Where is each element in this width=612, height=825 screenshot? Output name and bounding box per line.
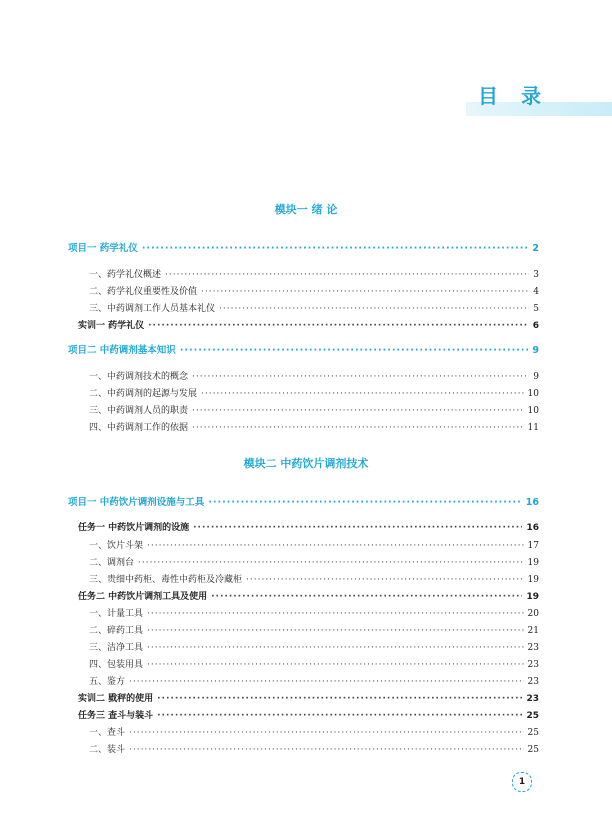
toc-entry-label: 四、中药调剂工作的依据	[89, 423, 189, 433]
toc-entry-label: 任务三 查斗与装斗	[78, 711, 154, 721]
toc-entry-label: 项目二 中药调剂基本知识	[68, 345, 176, 356]
toc-entry[interactable]	[89, 625, 539, 637]
toc-leader-dots	[201, 286, 529, 298]
toc-entry-practice[interactable]	[78, 693, 539, 705]
toc-entry-task[interactable]	[78, 710, 539, 722]
toc-entry[interactable]	[89, 727, 539, 739]
toc-entry-page: 20	[527, 609, 539, 619]
toc-entry-page: 5	[533, 304, 539, 314]
toc-leader-dots	[201, 388, 524, 400]
toc-leader-dots	[157, 710, 522, 722]
toc-leader-dots	[192, 371, 529, 383]
toc-entry-page: 2	[532, 243, 539, 254]
toc-leader-dots	[148, 320, 529, 332]
toc-entry-page: 23	[527, 660, 539, 670]
toc-entry-page: 25	[527, 745, 539, 755]
toc-leader-dots	[192, 422, 524, 434]
toc-leader-dots	[138, 557, 524, 569]
toc-entry-label: 一、药学礼仪概述	[89, 270, 162, 280]
toc-entry-label: 实训一 药学礼仪	[78, 321, 145, 331]
toc-leader-dots	[219, 303, 529, 315]
toc-entry-page: 6	[532, 321, 539, 331]
toc-leader-dots	[129, 744, 524, 756]
toc-entry-label: 三、中药调剂人员的职责	[89, 406, 189, 416]
toc-entry-label: 二、调剂台	[89, 558, 135, 568]
toc-leader-dots	[147, 642, 524, 654]
toc-entry-label: 项目一 中药饮片调剂设施与工具	[68, 497, 205, 508]
toc-entry[interactable]	[89, 642, 539, 654]
toc-entry[interactable]	[89, 744, 539, 756]
toc-entry-label: 一、查斗	[89, 728, 126, 738]
toc-entry-page: 23	[527, 643, 539, 653]
toc-entry-label: 二、装斗	[89, 745, 126, 755]
toc-entry-label: 一、中药调剂技术的概念	[89, 372, 189, 382]
toc-entry[interactable]	[89, 676, 539, 688]
toc-entry-label: 二、药学礼仪重要性及价值	[89, 287, 198, 297]
toc-entry-label: 五、鉴方	[89, 677, 126, 687]
toc-leader-dots	[129, 727, 524, 739]
toc-entry-project[interactable]	[68, 497, 539, 509]
toc-entry[interactable]	[89, 608, 539, 620]
toc-entry[interactable]	[89, 422, 539, 434]
toc-entry[interactable]	[89, 557, 539, 569]
toc-entry-page: 9	[532, 345, 539, 356]
toc-leader-dots	[165, 269, 529, 281]
toc-entry-page: 16	[525, 497, 539, 508]
module-heading: 模块二 中药饮片调剂技术	[243, 457, 369, 470]
toc-entry-page: 25	[527, 728, 539, 738]
toc-entry[interactable]	[89, 405, 539, 417]
toc-leader-dots	[147, 659, 524, 671]
toc-entry-practice[interactable]	[78, 320, 539, 332]
toc-entry-page: 21	[527, 626, 539, 636]
toc-entry-task[interactable]	[78, 591, 539, 603]
toc-entry-page: 9	[533, 372, 539, 382]
toc-entry-page: 23	[527, 677, 539, 687]
toc-entry[interactable]	[89, 388, 539, 400]
toc-entry-page: 23	[526, 694, 539, 704]
toc-entry-page: 11	[527, 423, 539, 433]
toc-entry-page: 16	[526, 523, 539, 533]
module-heading: 模块一 绪 论	[274, 203, 338, 216]
toc-entry-page: 17	[527, 541, 539, 551]
toc-leader-dots	[129, 676, 524, 688]
page-number-badge: 1	[512, 772, 532, 792]
toc-entry-label: 一、饮片斗架	[89, 541, 144, 551]
toc-entry-label: 三、洁净工具	[89, 643, 144, 653]
toc-leader-dots	[157, 693, 522, 705]
toc-entry[interactable]	[89, 269, 539, 281]
toc-leader-dots	[147, 540, 524, 552]
toc-leader-dots	[211, 591, 522, 603]
toc-entry-task[interactable]	[78, 522, 539, 534]
toc-entry-label: 项目一 药学礼仪	[68, 243, 138, 254]
toc-entry-label: 三、贵细中药柜、毒性中药柜及冷藏柜	[89, 575, 243, 585]
toc-entry-label: 四、包装用具	[89, 660, 144, 670]
toc-entry[interactable]	[89, 371, 539, 383]
toc-entry-page: 19	[526, 592, 539, 602]
toc-entry-page: 4	[533, 287, 539, 297]
toc-entry-page: 10	[527, 406, 539, 416]
toc-entry-page: 3	[533, 270, 539, 280]
toc-entry-project[interactable]	[68, 345, 539, 357]
toc-entry-label: 实训二 戥秤的使用	[78, 694, 154, 704]
toc-entry-label: 二、碎药工具	[89, 626, 144, 636]
toc-entry-project[interactable]	[68, 243, 539, 255]
toc-leader-dots	[246, 574, 524, 586]
toc-leader-dots	[192, 405, 524, 417]
toc-leader-dots	[142, 243, 529, 255]
toc-entry-label: 三、中药调剂工作人员基本礼仪	[89, 304, 216, 314]
toc-entry-label: 一、计量工具	[89, 609, 144, 619]
toc-entry-label: 二、中药调剂的起源与发展	[89, 389, 198, 399]
toc-entry[interactable]	[89, 286, 539, 298]
toc-entry[interactable]	[89, 540, 539, 552]
toc-entry-label: 任务一 中药饮片调剂的设施	[78, 523, 190, 533]
toc-entry[interactable]	[89, 659, 539, 671]
toc-entry-label: 任务二 中药饮片调剂工具及使用	[78, 592, 208, 602]
toc-leader-dots	[147, 608, 524, 620]
toc-entry-page: 25	[526, 711, 539, 721]
toc-leader-dots	[193, 522, 522, 534]
toc-leader-dots	[147, 625, 524, 637]
toc-entry-page: 19	[527, 575, 539, 585]
toc-entry-page: 19	[527, 558, 539, 568]
toc-entry[interactable]	[89, 303, 539, 315]
toc-entry-page: 10	[527, 389, 539, 399]
toc-leader-dots	[208, 497, 521, 509]
toc-entry[interactable]	[89, 574, 539, 586]
toc-leader-dots	[180, 345, 529, 357]
page-title: 目 录	[478, 84, 549, 108]
